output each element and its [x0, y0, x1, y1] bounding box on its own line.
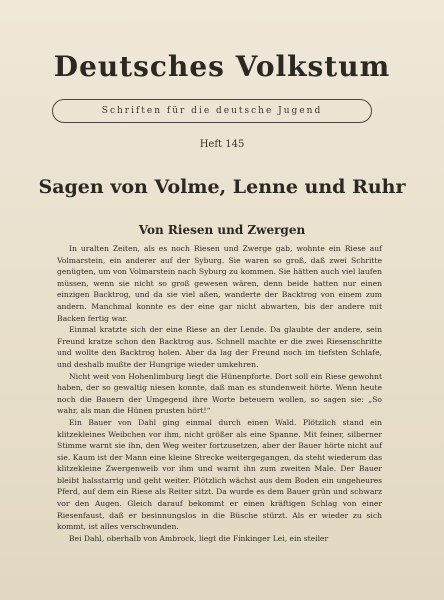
paragraph: Einmal kratzte sich der eine Riese an der Lende. Da glaubte der andere, sein Freund kratze schon den Backtrog aus. Schnell machte er die zwei Riesenschritte und wollte den Backtrog holen. Aber da lag der Freund noch im tiefsten Schlafe, und deshalb mußte der Hungrige wieder umkehren.: [57, 325, 382, 369]
subtitle-text: Schriften für die deutsche Jugend: [101, 106, 323, 116]
paragraph: Nicht weit von Hohenlimburg liegt die Hünenpforte. Dort soll ein Riese gewohnt haben, der so gewaltig niesen konnte, daß man es stundenweit hörte. Wenn heute noch die Bauern der Umgegend ihre Worte beteuern wollen, so sagen sie: „So wahr, als man die Hünen prusten hört!“: [57, 371, 382, 416]
section-title: Von Riesen und Zwergen: [138, 223, 306, 237]
body-text: [57, 243, 382, 544]
book-title: Sagen von Volme, Lenne und Ruhr: [38, 176, 406, 198]
subtitle-banner: [52, 99, 372, 123]
issue-number: Heft 145: [199, 139, 245, 150]
paragraph: Bei Dahl, oberhalb von Ambrock, liegt die Finkinger Lei, ein steiler: [69, 533, 329, 543]
paragraph: Ein Bauer von Dahl ging einmal durch einen Wald. Plötzlich stand ein klitzekleines Weibchen vor ihm, nicht größer als eine Spanne. Mit feiner, silberner Stimme warnt sie ihn, den Weg weiter fortzusetzen, aber der Bauer hörte nicht auf sie. Kaum ist der Mann eine kleine Strecke weitergegangen, da steht wiederum das klitzekleine Zwergenweib vor ihm und warnt ihn zum zweiten Male. Der Bauer bleibt halsstarrig und geht weiter. Plötzlich wächst aus dem Boden ein ungeheures Pferd, auf dem ein Riese als Reiter sitzt. Da wurde es dem Bauer grün und schwarz vor den Augen. Gleich darauf bekommt er einen kräftigen Schlag von einer Riesenfaust, daß er besinnungslos in die Büsche stürzt. Als er wieder zu sich kommt, ist alles verschwunden.: [57, 417, 382, 532]
paragraph: In uralten Zeiten, als es noch Riesen und Zwerge gab, wohnte ein Riese auf Volmarstein, ein anderer auf der Syburg. Sie waren so groß, daß zwei Schritte genügten, um von Volmarstein nach Syburg zu kommen. Sie hätten auch viel laufen müssen, wenn sie nicht so groß gewesen wären, denn beide hatten nur einen einzigen Backtrog, und da sie viel aßen, wanderte der Backtrog von einem zum andern. Manchmal konnte es der eine gar nicht abwarten, bis der andere mit Backen fertig war.: [57, 244, 382, 323]
series-title: Deutsches Volkstum: [53, 50, 391, 83]
